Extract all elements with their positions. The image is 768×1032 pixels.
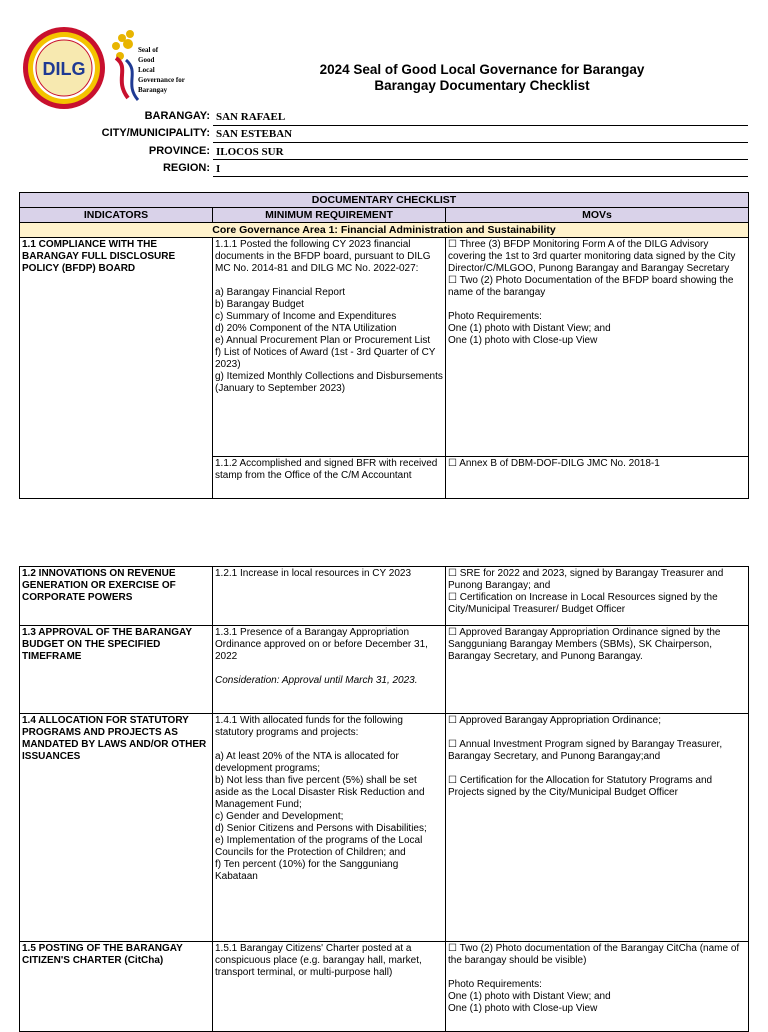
requirement-1-3-1-text: 1.3.1 Presence of a Barangay Appropriation Ordinance approved on or before December 31, 2022 <box>215 627 428 662</box>
indicator-1-2: 1.2 INNOVATIONS ON REVENUE GENERATION OR EXERCISE OF CORPORATE POWERS <box>20 567 213 626</box>
checklist-table-part1 <box>19 192 749 499</box>
movs-1-4: ☐ Approved Barangay Appropriation Ordinance; ☐ Annual Investment Program signed by Barangay Treasurer, Barangay Secretary, and Punong Barangay;and ☐ Certification for the Allocation for Statutory Programs and Projects signed by the City/Municipal Budget Officer <box>446 714 749 942</box>
svg-text:DILG: DILG <box>42 59 86 79</box>
indicator-1-5: 1.5 POSTING OF THE BARANGAY CITIZEN'S CHARTER (CitCha) <box>20 942 213 1032</box>
svg-text:Good: Good <box>138 56 155 64</box>
table-row-1-4 <box>20 714 749 942</box>
checklist-title: DOCUMENTARY CHECKLIST <box>20 193 749 208</box>
table-row-1-1 <box>20 238 749 457</box>
city-label: CITY/MUNICIPALITY: <box>101 127 210 139</box>
col-header-movs: MOVs <box>446 208 749 223</box>
movs-1-1-2: ☐ Annex B of DBM-DOF-DILG JMC No. 2018-1 <box>446 457 749 499</box>
table-row-1-2 <box>20 567 749 626</box>
requirement-1-1-2: 1.1.2 Accomplished and signed BFR with received stamp from the Office of the C/M Accountant <box>213 457 446 499</box>
movs-1-2: ☐ SRE for 2022 and 2023, signed by Barangay Treasurer and Punong Barangay; and ☐ Certification on Increase in Local Resources signed by the City/Municipal Treasurer/ Budget Officer <box>446 567 749 626</box>
table-row-1-3 <box>20 626 749 714</box>
requirement-1-3-1-note: Consideration: Approval until March 31, 2023. <box>215 675 418 686</box>
region-label: REGION: <box>162 162 210 174</box>
table-row-1-5 <box>20 942 749 1032</box>
province-label: PROVINCE: <box>148 145 210 157</box>
province-underline <box>213 159 748 160</box>
sgl-logo <box>108 28 198 104</box>
region-underline <box>213 176 748 177</box>
requirement-1-3-1 <box>213 626 446 714</box>
checklist-table-part2 <box>19 566 749 1032</box>
requirement-1-2-1: 1.2.1 Increase in local resources in CY 2023 <box>213 567 446 626</box>
movs-1-5: ☐ Two (2) Photo documentation of the Barangay CitCha (name of the barangay should be visible) Photo Requirements: One (1) photo with Distant View; and One (1) photo with Close-up View <box>446 942 749 1032</box>
document-title: 2024 Seal of Good Local Governance for Barangay <box>319 62 645 77</box>
barangay-underline <box>213 125 748 126</box>
col-header-min-req: MINIMUM REQUIREMENT <box>213 208 446 223</box>
indicator-1-4: 1.4 ALLOCATION FOR STATUTORY PROGRAMS AND PROJECTS AS MANDATED BY LAWS AND/OR OTHER ISSUANCES <box>20 714 213 942</box>
svg-text:Seal of: Seal of <box>138 46 159 54</box>
requirement-1-5-1: 1.5.1 Barangay Citizens' Charter posted at a conspicuous place (e.g. barangay hall, market, transport terminal, or multi-purpose hall) <box>213 942 446 1032</box>
col-header-indicators: INDICATORS <box>20 208 213 223</box>
city-value: SAN ESTEBAN <box>216 128 293 140</box>
province-value: ILOCOS SUR <box>216 146 284 158</box>
city-underline <box>213 142 748 143</box>
requirement-1-1-1: 1.1.1 Posted the following CY 2023 financial documents in the BFDP board, pursuant to DILG MC No. 2014-81 and DILG MC No. 2022-027: a) Barangay Financial Report b) Barangay Budget c) Summary of Income and Expenditures d) 20% Component of the NTA Utilization e) Annual Procurement Plan or Procurement List f) List of Notices of Award (1st - 3rd Quarter of CY 2023) g) Itemized Monthly Collections and Disbursements (January to September 2023) <box>213 238 446 457</box>
governance-area-title: Core Governance Area 1: Financial Administration and Sustainability <box>20 223 749 238</box>
requirement-1-4-1: 1.4.1 With allocated funds for the following statutory programs and projects: a) At least 20% of the NTA is allocated for development programs; b) Not less than five percent (5%) shall be set aside as the Local Disaster Risk Reduction and Management Fund; c) Gender and Development; d) Senior Citizens and Persons with Disabilities; e) Implementation of the programs of the Local Councils for the Protection of Children; and f) Ten percent (10%) for the Sangguniang Kabataan <box>213 714 446 942</box>
barangay-label: BARANGAY: <box>144 110 210 122</box>
indicator-1-3: 1.3 APPROVAL OF THE BARANGAY BUDGET ON THE SPECIFIED TIMEFRAME <box>20 626 213 714</box>
movs-1-3: ☐ Approved Barangay Appropriation Ordinance signed by the Sangguniang Barangay Members (SBMs), SK Chairperson, Barangay Secretary, and Punong Barangay. <box>446 626 749 714</box>
svg-text:Local: Local <box>138 66 155 74</box>
region-value: I <box>216 163 221 175</box>
svg-text:Governance for: Governance for <box>138 76 185 84</box>
movs-1-1-1: ☐ Three (3) BFDP Monitoring Form A of the DILG Advisory covering the 1st to 3rd quarter monitoring data signed by the City Director/C/MLGOO, Punong Barangay and Barangay Secretary ☐ Two (2) Photo Documentation of the BFDP board showing the name of the barangay Photo Requirements: One (1) photo with Distant View; and One (1) photo with Close-up View <box>446 238 749 457</box>
document-subtitle: Barangay Documentary Checklist <box>374 78 590 93</box>
indicator-1-1: 1.1 COMPLIANCE WITH THE BARANGAY FULL DISCLOSURE POLICY (BFDP) BOARD <box>20 238 213 499</box>
svg-text:Barangay: Barangay <box>138 86 168 94</box>
dilg-seal-logo <box>22 26 106 110</box>
barangay-value: SAN RAFAEL <box>216 111 286 123</box>
